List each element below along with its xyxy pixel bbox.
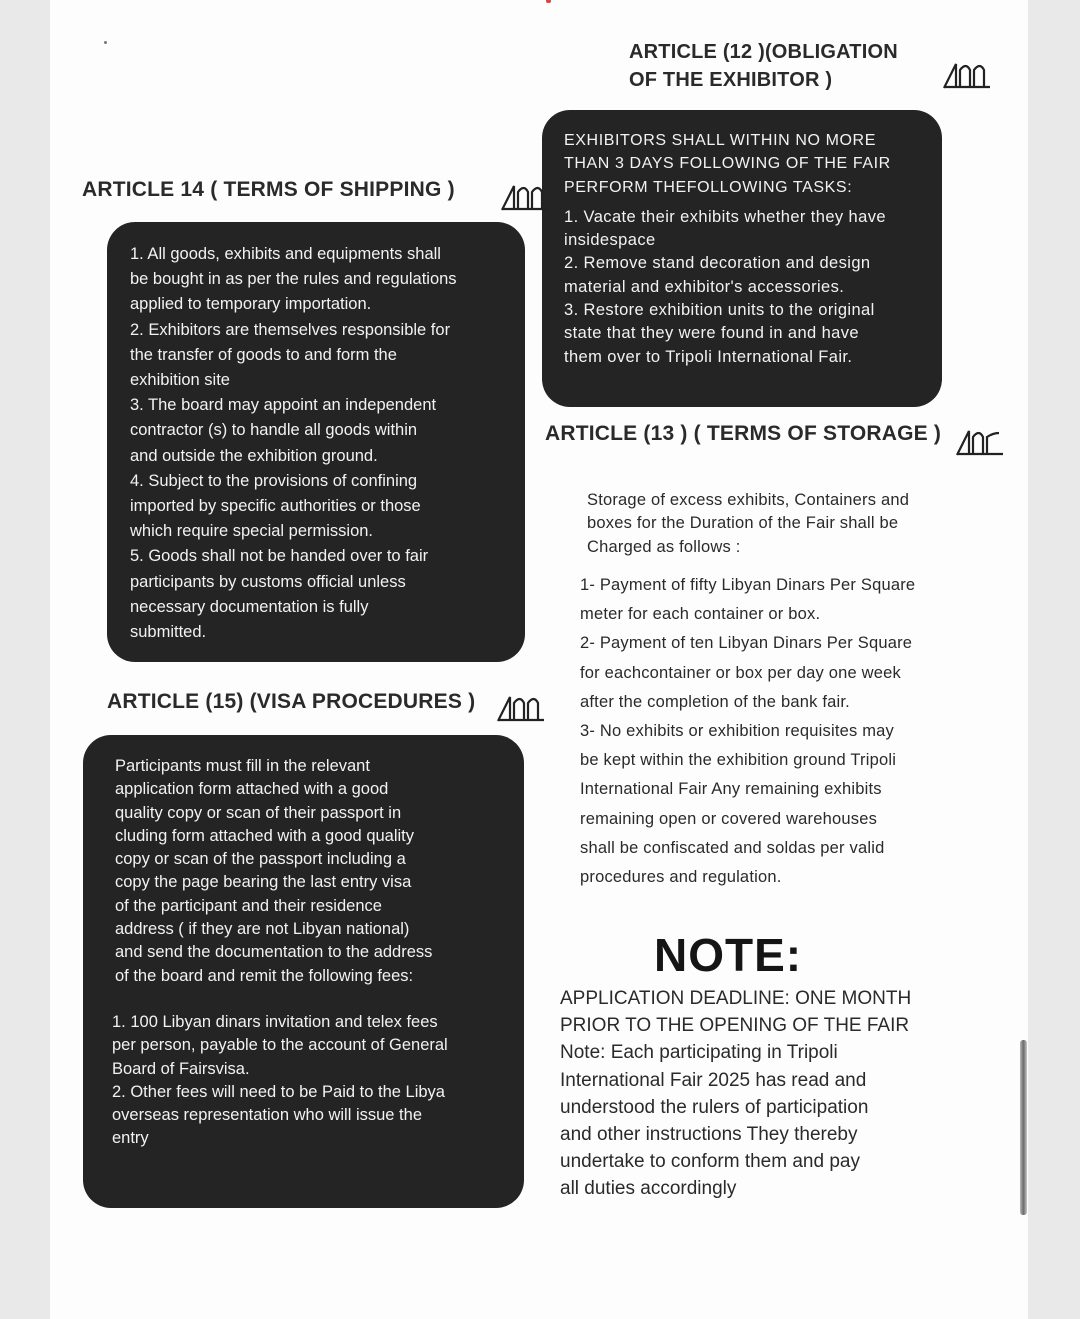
- article-13-intro: Storage of excess exhibits, Containers and boxes for the Duration of the Fair shall be Charged as follows :: [587, 491, 910, 556]
- signature-icon: [500, 182, 550, 212]
- article-14-heading: ARTICLE 14 ( TERMS OF SHIPPING ): [82, 178, 455, 201]
- article-12-tasks: 1. Vacate their exhibits whether they have insidespace 2. Remove stand decoration and design material and exhibitor's accessories. 3. Restore exhibition units to the original state that they were found in and have them over to Tripoli International Fair.: [564, 207, 886, 366]
- article-14-box: 1. All goods, exhibits and equipments shall be bought in as per the rules and regulations applied to temporary importation. 2. Exhibitors are themselves responsible for the transfer of goods to and form the exhibition site 3. The board may appoint an independent contractor (s) to handle all goods within and outside the exhibition ground. 4. Subject to the provisions of confining imported by specific authorities or those which require special permission. 5. Goods shall not be handed over to fair participants by customs official unless necessary documentation is fully submitted.: [107, 222, 525, 662]
- article-15-box: [83, 735, 524, 1208]
- scan-edge-shadow: [1020, 1040, 1027, 1215]
- signature-icon: [942, 60, 992, 90]
- article-15-fees: 1. 100 Libyan dinars invitation and telex fees per person, payable to the account of General Board of Fairsvisa. 2. Other fees will need to be Paid to the Libya overseas representation who will issue the entry: [112, 1012, 448, 1148]
- note-title: NOTE:: [654, 929, 803, 981]
- signature-icon: [955, 427, 1005, 457]
- article-12-intro: EXHIBITORS SHALL WITHIN NO MORE THAN 3 DAYS FOLLOWING OF THE FAIR PERFORM THEFOLLOWING TASKS:: [564, 132, 891, 196]
- scan-mark: [546, 0, 551, 3]
- article-13-fees: 1- Payment of fifty Libyan Dinars Per Square meter for each container or box. 2- Payment of ten Libyan Dinars Per Square for eachcontainer or box per day one week after the completion of the bank fair. 3- No exhibits or exhibition requisites may be kept within the exhibition ground Tripoli International Fair Any remaining exhibits remaining open or covered warehouses shall be confiscated and soldas per valid procedures and regulation.: [580, 576, 916, 887]
- article-15-procedure: Participants must fill in the relevant application form attached with a good quality copy or scan of their passport in cluding form attached with a good quality copy or scan of the passport including a copy the page bearing the last entry visa of the participant and their residence address ( if they are not Libyan national) and send the documentation to the address of the board and remit the following fees:: [115, 757, 433, 985]
- scan-speck: [104, 41, 107, 44]
- article-15-heading: ARTICLE (15) (VISA PROCEDURES ): [107, 690, 476, 713]
- article-13-heading: ARTICLE (13 ) ( TERMS OF STORAGE ): [545, 422, 942, 445]
- note-body: APPLICATION DEADLINE: ONE MONTH PRIOR TO THE OPENING OF THE FAIR Note: Each participating in Tripoli International Fair 2025 has read and understood the rulers of participation and other instructions They thereby undertake to conform them and pay all duties accordingly: [560, 988, 912, 1200]
- article-12-heading: ARTICLE (12 )(OBLIGATION OF THE EXHIBITOR ): [629, 41, 898, 91]
- signature-icon: [496, 693, 546, 723]
- article-12-box: [542, 110, 942, 407]
